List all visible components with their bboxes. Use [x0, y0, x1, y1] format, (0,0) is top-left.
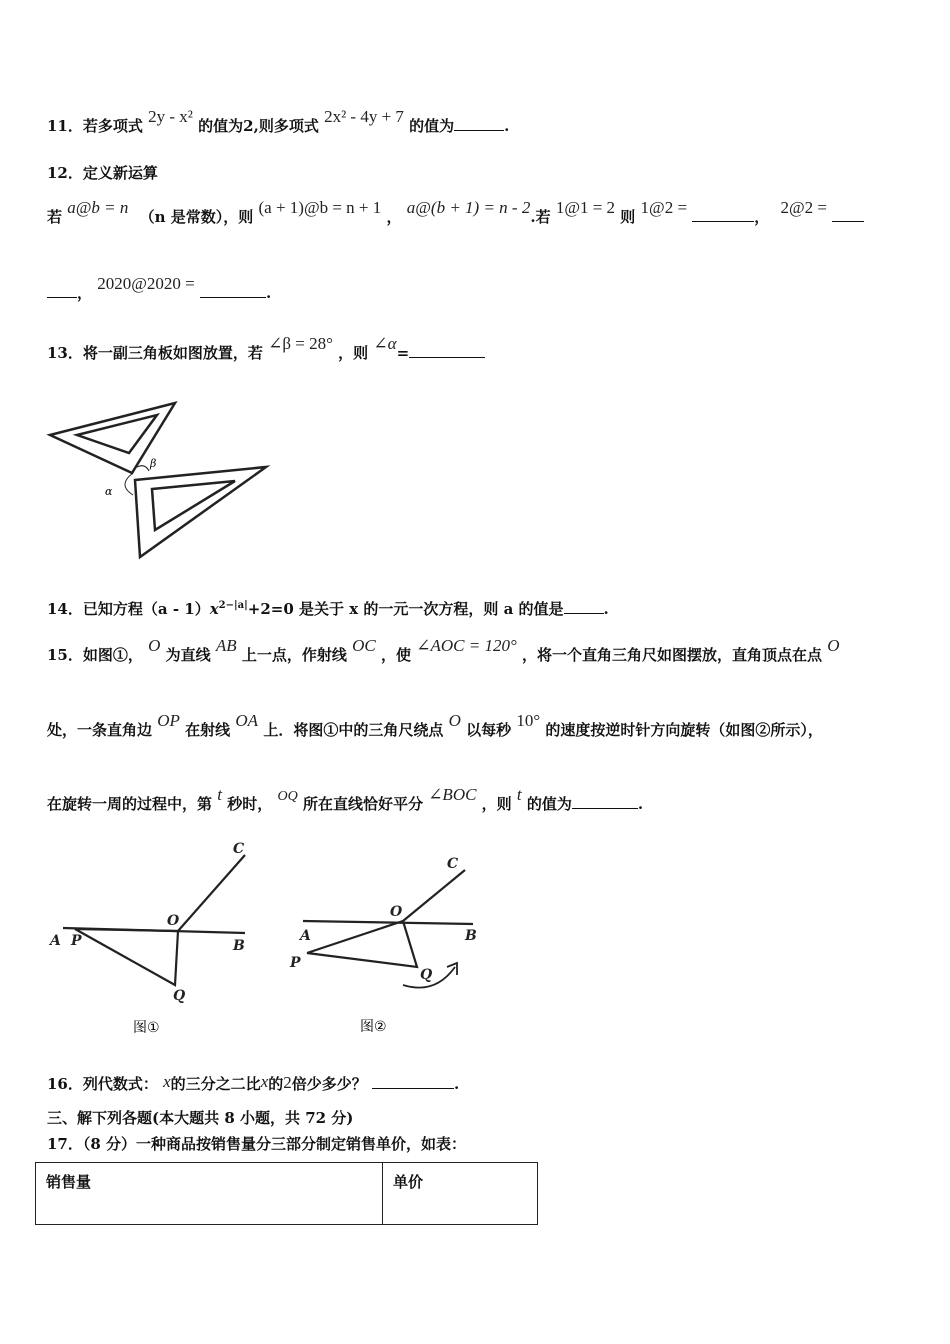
triangle-OPQ — [307, 921, 417, 967]
label-beta: β — [150, 457, 157, 470]
figure-2-caption: 图② — [360, 1019, 387, 1035]
ray-OC — [403, 870, 465, 921]
q14: 14．已知方程$(a - 1)x^{2-|a|}+2=0$ 是关于 x 的一元一次方程，则 a 的值是 . — [47, 600, 609, 618]
answer-blank — [200, 283, 266, 298]
label-A: A — [50, 933, 61, 949]
label-B: B — [233, 938, 245, 954]
label-A: A — [300, 928, 311, 944]
label-Q: Q — [173, 988, 186, 1004]
ray-OC — [178, 855, 245, 931]
price-table — [35, 1162, 538, 1225]
q12-title: 12．定义新运算 — [47, 164, 158, 182]
angle-alpha-arc — [125, 473, 133, 495]
label-alpha: α — [105, 485, 113, 498]
answer-blank — [409, 343, 485, 358]
label-O: O — [167, 913, 180, 929]
q12-line2: ， 2020@2020 = . — [47, 282, 271, 303]
q15-line3: 在旋转一周的过程中，第 t 秒时， OQ 所在直线恰好平分 ∠BOC ，则 t 的值为 . — [47, 785, 644, 813]
answer-blank — [454, 116, 504, 131]
section-3-heading: 三、解下列各题(本大题共 8 小题，共 72 分) — [47, 1109, 354, 1127]
triangle-ruler-lower-inner — [152, 481, 235, 530]
answer-blank — [372, 1074, 454, 1089]
answer-blank — [564, 599, 604, 614]
q12-line1: 若 a@b = n （n 是常数），则 (a + 1)@b = n + 1 ， a@(b + 1) = n - 2.若 1@1 = 2 则 1@2 = ， 2@2 = — [47, 206, 864, 227]
label-B: B — [465, 928, 477, 944]
rotation-arrowhead — [447, 963, 457, 975]
label-O: O — [390, 904, 403, 920]
q15-figure-1 — [45, 835, 265, 1040]
label-C: C — [447, 856, 459, 872]
answer-blank — [692, 207, 754, 222]
table-header-cell: 单价 — [383, 1163, 538, 1225]
answer-blank — [572, 794, 638, 809]
q13: 13．将一副三角板如图放置，若 ∠β = 28° ，则 ∠α= — [47, 342, 485, 363]
label-C: C — [233, 841, 245, 857]
answer-blank — [832, 207, 864, 222]
label-P: P — [71, 933, 82, 949]
table-header-cell: 销售量 — [36, 1163, 383, 1225]
angle-beta-arc — [137, 466, 149, 471]
q16: 16．列代数式： x的三分之二比x的2倍少多少？ . — [47, 1072, 460, 1093]
q15-line1: 15．如图①， O 为直线 AB 上一点，作射线 OC ，使 ∠AOC = 120° ，将一个直角三角尺如图摆放，直角顶点在点 O — [47, 636, 840, 664]
q17: 17．（8 分）一种商品按销售量分三部分制定销售单价，如表： — [47, 1135, 467, 1153]
q11-expr1: 2y - x² — [148, 107, 193, 126]
label-Q: Q — [420, 967, 433, 983]
line-AB — [303, 921, 473, 924]
q15-figure-2 — [285, 845, 495, 1040]
q11-expr2: 2x² - 4y + 7 — [324, 107, 404, 126]
label-P: P — [290, 955, 301, 971]
answer-blank — [47, 283, 77, 298]
figure-1-caption: 图① — [133, 1020, 160, 1036]
q13-triangle-figure — [45, 395, 275, 565]
q11: 11．若多项式 2y - x² 的值为2,则多项式 2x² - 4y + 7 的值为 . — [47, 107, 510, 135]
triangle-ruler-upper-inner — [77, 415, 157, 453]
q15-line2: 处，一条直角边 OP 在射线 OA 上．将图①中的三角尺绕点 O 以每秒 10° 的速度按逆时针方向旋转（如图②所示）， — [47, 711, 823, 739]
table-row — [36, 1163, 538, 1225]
triangle-OPQ — [75, 929, 178, 985]
